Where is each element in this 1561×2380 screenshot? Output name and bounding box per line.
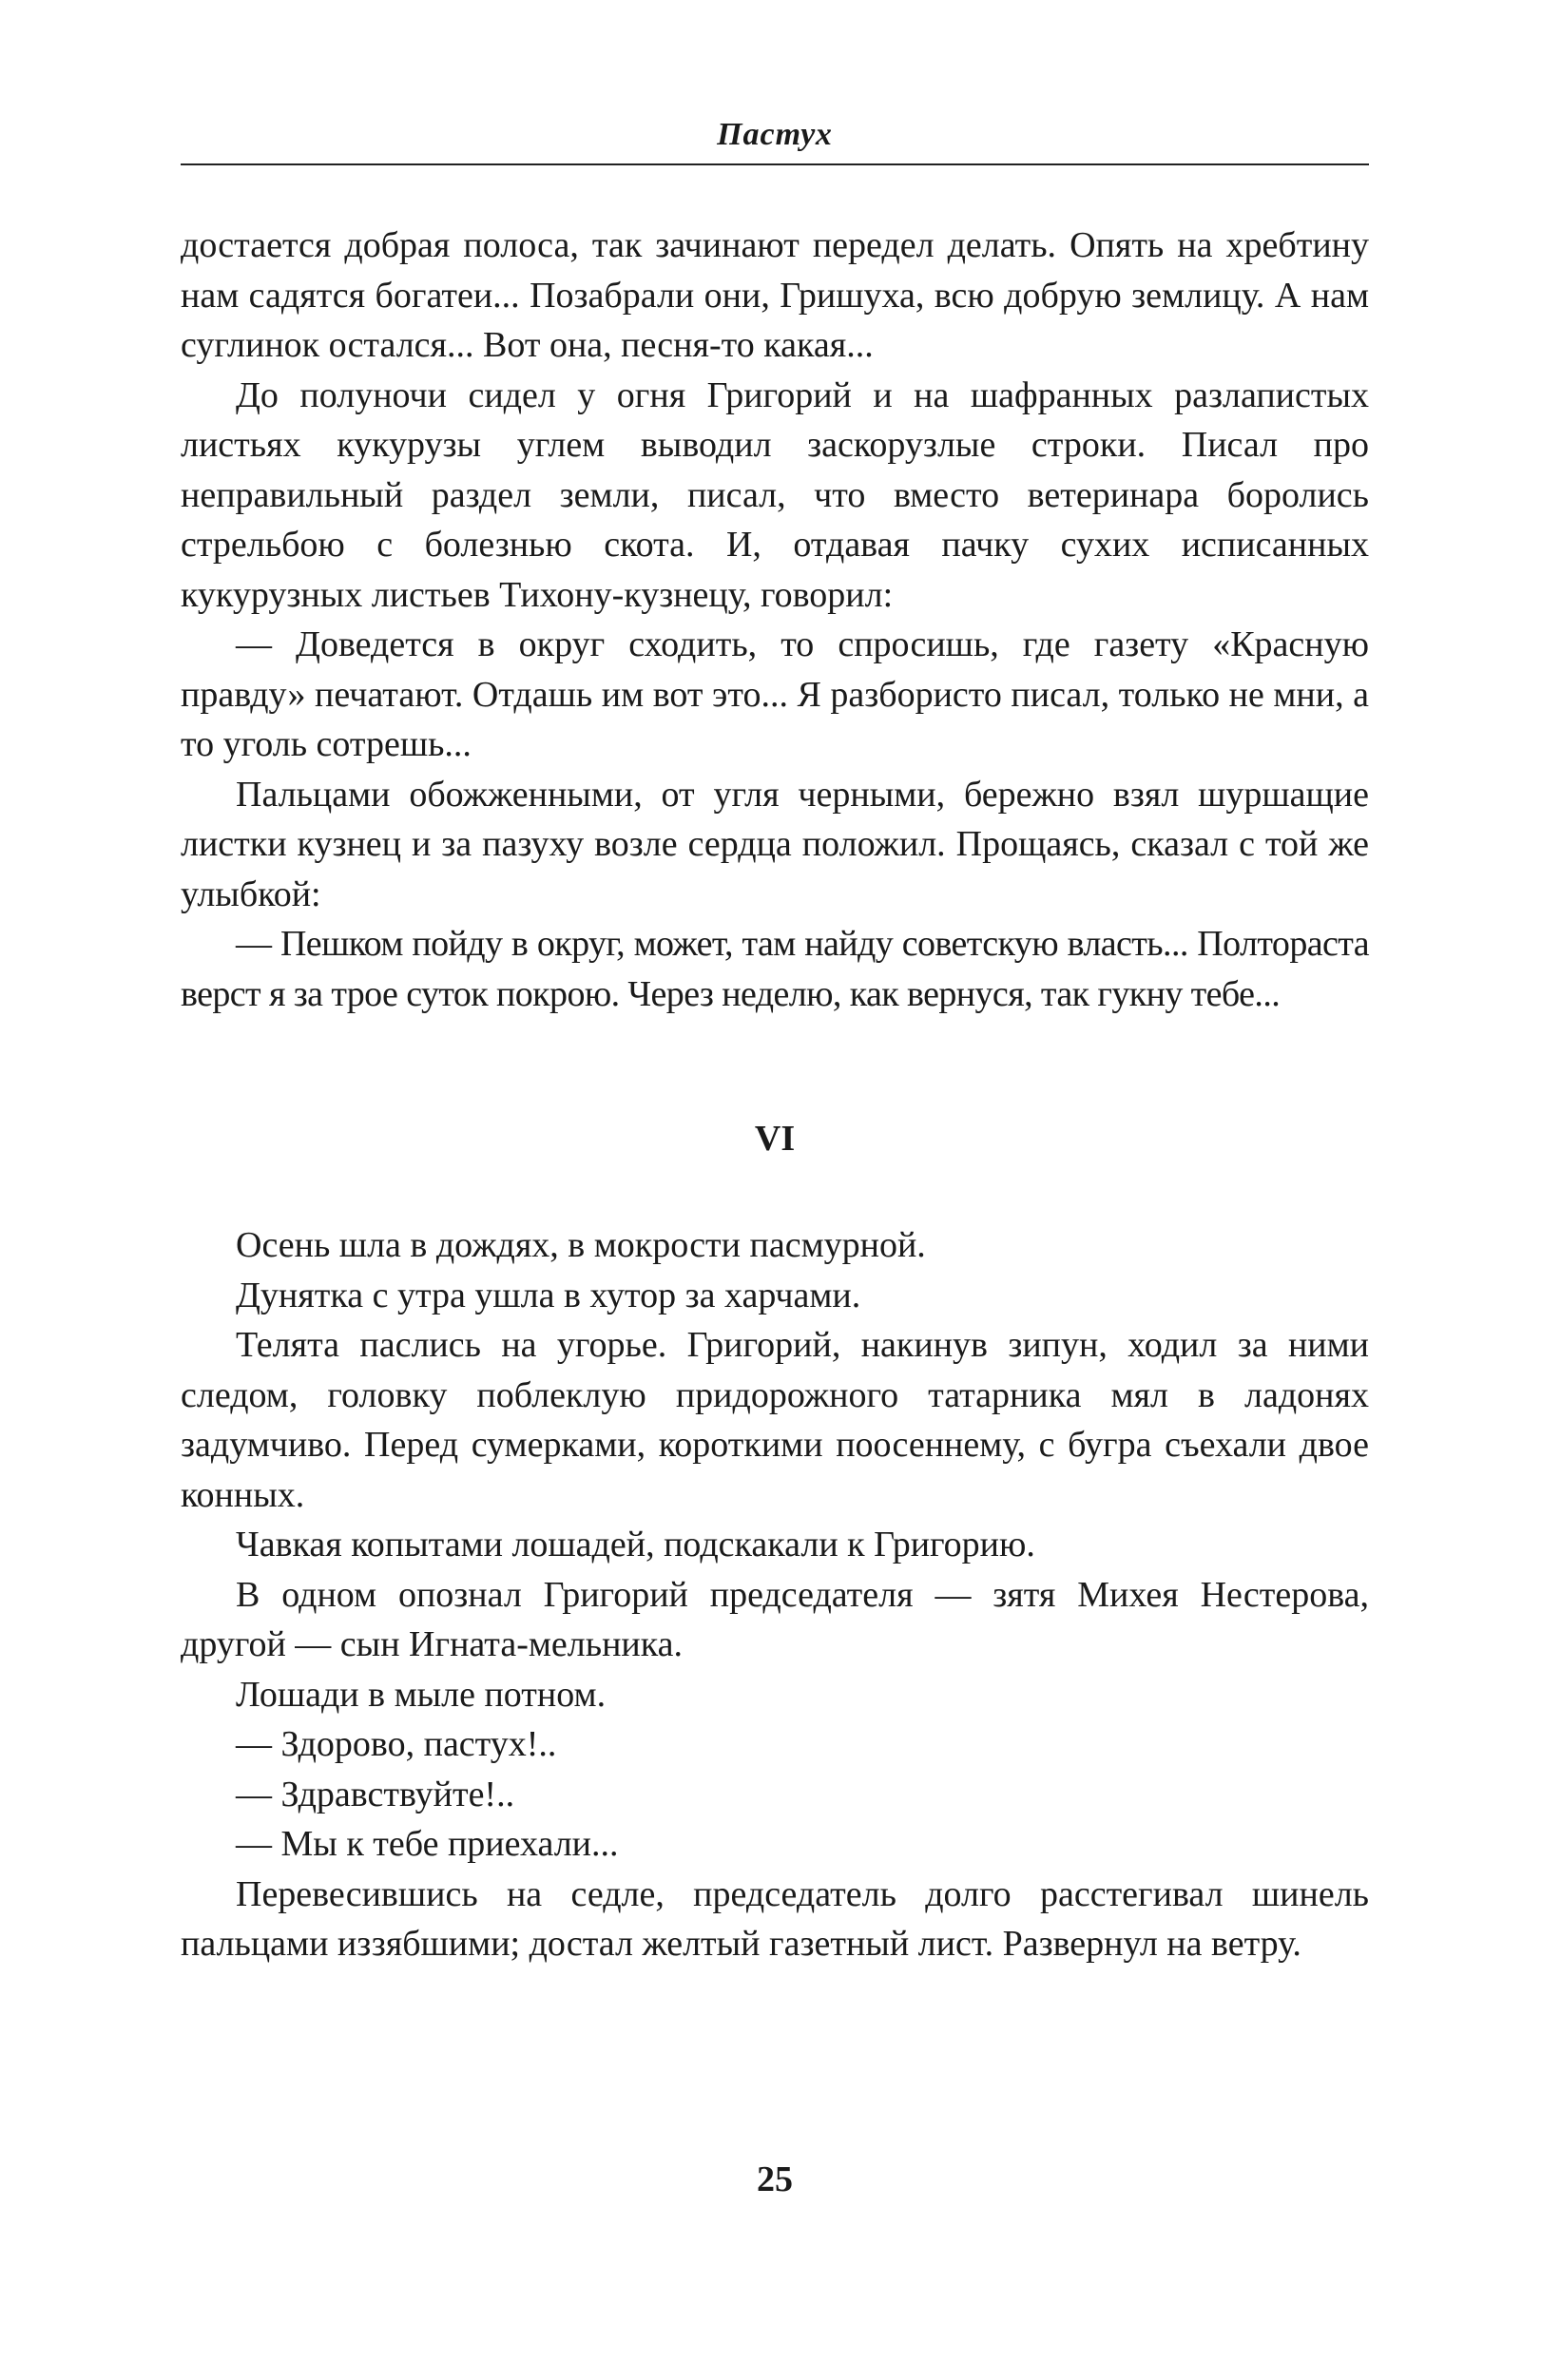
paragraph: В одном опознал Григорий председателя — зятя Михея Нестерова, другой — сын Игната-мельника.	[181, 1574, 1369, 1664]
paragraph: Пальцами обожженными, от угля черными, бережно взял шуршащие листки кузнец и за пазуху возле сердца положил. Прощаясь, сказал с той же улыбкой:	[181, 774, 1369, 914]
page-number: 25	[757, 2159, 793, 2199]
paragraph: Дунятка с утра ушла в хутор за харчами.	[236, 1275, 861, 1315]
body-text	[181, 221, 1369, 1969]
header-rule	[181, 163, 1369, 165]
dialogue-line: — Здравствуйте!..	[236, 1774, 515, 1814]
paragraph: достается добрая полоса, так зачинают передел делать. Опять на хребтину нам садятся богатеи... Позабрали они, Гришуха, всю добрую землицу. А нам суглинок остался... Вот она, песня-то какая...	[181, 225, 1369, 365]
paragraph: Перевесившись на седле, председатель долго расстегивал шинель пальцами иззябшими; достал желтый газетный лист. Развернул на ветру.	[181, 1873, 1369, 1964]
paragraph: — Пешком пойду в округ, может, там найду советскую власть... Полтораста верст я за трое суток покрою. Через неделю, как вернуся, так гукну тебе...	[181, 924, 1369, 1014]
paragraph: Осень шла в дождях, в мокрости пасмурной.	[236, 1225, 926, 1265]
chapter-heading: VI	[754, 1119, 796, 1159]
paragraph: Чавкая копытами лошадей, подскакали к Григорию.	[236, 1525, 1035, 1564]
paragraph: До полуночи сидел у огня Григорий и на шафранных разлапистых листьях кукурузы углем выводил заскорузлые строки. Писал про неправильный раздел земли, писал, что вместо ветеринара боролись стрельбою с болезнью скота. И, отдавая пачку сухих исписанных кукурузных листьев Тихону-кузнецу, говорил:	[181, 374, 1369, 615]
running-head: Пастух	[717, 117, 833, 152]
paragraph: Телята паслись на угорье. Григорий, накинув зипун, ходил за ними следом, головку поблеклую придорожного татарника мял в ладонях задумчиво. Перед сумерками, короткими поосеннему, с бугра съехали двое конных.	[181, 1325, 1369, 1515]
paragraph: Лошади в мыле потном.	[236, 1674, 607, 1715]
paragraph: — Доведется в округ сходить, то спросишь, где газету «Красную правду» печатают. Отдашь им вот это... Я разбористо писал, только не мни, а то уголь сотрешь...	[181, 624, 1369, 764]
dialogue-line: — Мы к тебе приехали...	[236, 1824, 619, 1864]
dialogue-line: — Здорово, пастух!..	[236, 1724, 557, 1764]
